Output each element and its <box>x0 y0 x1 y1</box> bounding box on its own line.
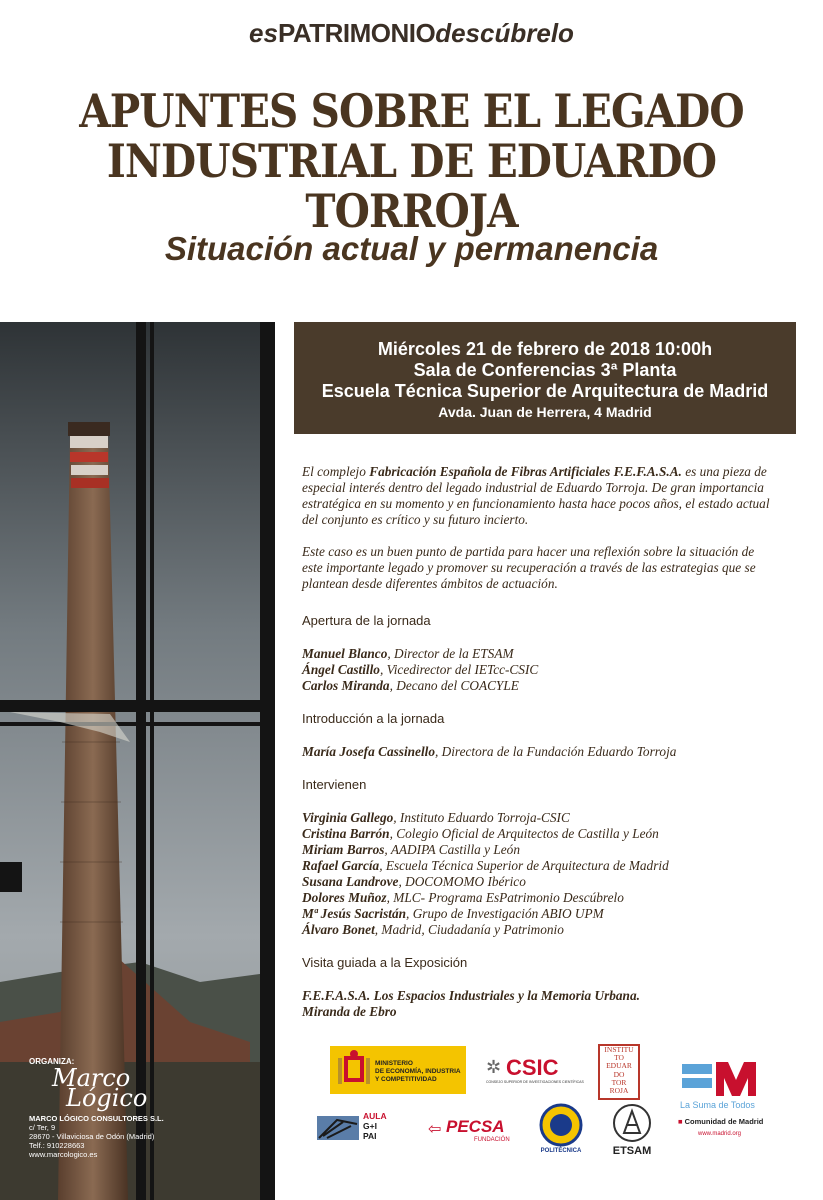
apertura-list <box>302 646 772 694</box>
brand-es: es <box>249 18 278 48</box>
torroja-line: ROJA <box>609 1086 629 1096</box>
speaker-name: Virginia Gallego <box>302 810 394 825</box>
csic-logo <box>486 1055 586 1085</box>
aula-gipai-logo <box>317 1110 395 1146</box>
torroja-line: DO <box>613 1069 625 1079</box>
speaker <box>302 890 772 906</box>
intervienen-heading: Intervienen <box>302 777 367 792</box>
intro-paragraph-2: Este caso es un buen punto de partida para hacer una reflexión sobre la situación de este importante legado y promover su recuperación a través de las estrategias que se plantean desde diferentes ámbitos de actuación. <box>302 544 756 591</box>
speaker-role: , Vicedirector del IETcc-CSIC <box>379 662 539 677</box>
etsam-seal-icon <box>602 1103 662 1145</box>
speaker-role: , Madrid, Ciudadanía y Patrimonio <box>374 922 564 937</box>
ministerio-line: MINISTERIO <box>375 1060 413 1067</box>
speaker-role: , Grupo de Investigación ABIO UPM <box>406 906 604 921</box>
torroja-line: TOR <box>611 1077 627 1087</box>
organizer-label: ORGANIZA: <box>29 1057 75 1066</box>
speaker-name: María Josefa Cassinello <box>302 744 435 759</box>
politecnica-text: POLITÉCNICA <box>538 1148 584 1154</box>
marco-logico-logo <box>52 1064 148 1112</box>
aula-line: PAI <box>363 1131 377 1141</box>
speaker <box>302 922 772 938</box>
speaker-name: Álvaro Bonet <box>302 922 375 937</box>
pecsa-text: PECSA <box>446 1117 505 1136</box>
speaker-name: Rafael García <box>302 858 380 873</box>
aula-line: G+I <box>363 1121 377 1131</box>
exposicion-title: F.E.F.A.S.A. Los Espacios Industriales y la Memoria Urbana. <box>302 988 640 1003</box>
speaker <box>302 874 772 890</box>
organizer-contact <box>29 1114 164 1159</box>
politecnica-logo <box>538 1103 584 1159</box>
intro-text: El complejo <box>302 464 370 479</box>
organizer-web[interactable]: www.marcologico.es <box>29 1150 98 1159</box>
event-info-box <box>294 322 796 434</box>
fefasa-name: Fabricación Española de Fibras Artificiales F.E.F.A.S.A. <box>369 464 682 479</box>
organizer-company: MARCO LÓGICO CONSULTORES S.L. <box>29 1114 164 1123</box>
organizer-city: 28670 - Villaviciosa de Odón (Madrid) <box>29 1132 155 1141</box>
speaker-role: , Director de la ETSAM <box>387 646 514 661</box>
speaker-role: , Colegio Oficial de Arquitectos de Castilla y León <box>389 826 659 841</box>
event-date: Miércoles 21 de febrero de 2018 10:00h <box>377 339 713 359</box>
etsam-logo <box>602 1103 662 1159</box>
madrid-web[interactable]: www.madrid.org <box>698 1131 742 1137</box>
logo-line-1: Marco <box>52 1064 131 1092</box>
speaker <box>302 842 772 858</box>
madrid-name: Comunidad de Madrid <box>684 1117 764 1126</box>
speaker-role: , DOCOMOMO Ibérico <box>398 874 526 889</box>
torroja-line: INSTITU <box>604 1045 634 1054</box>
speaker-name: Cristina Barrón <box>302 826 390 841</box>
event-subtitle: Situación actual y permanencia <box>164 230 659 267</box>
speaker-name: Susana Landrove <box>302 874 399 889</box>
csic-subtitle: CONSEJO SUPERIOR DE INVESTIGACIONES CIENTÍFICAS <box>486 1080 584 1084</box>
event-school: Escuela Técnica Superior de Arquitectura de Madrid <box>321 381 769 401</box>
speaker <box>302 858 772 874</box>
speaker <box>302 744 772 760</box>
madrid-name-row <box>678 1117 763 1126</box>
ministerio-logo <box>330 1046 466 1094</box>
speaker <box>302 646 772 662</box>
spain-coat-of-arms-icon <box>334 1048 374 1092</box>
speaker-role: , Escuela Técnica Superior de Arquitectura de Madrid <box>379 858 669 873</box>
speaker-name: Mª Jesús Sacristán <box>302 906 407 921</box>
intro-text-rest: es una pieza de especial interés dentro del legado industrial de Eduardo Torroja. De gran importancia estratégica en su momento y en funcionamiento hasta hace pocos años, el estado actual del conjunto es crítico y su futuro incierto. <box>302 464 770 527</box>
title-line-2: INDUSTRIAL DE EDUARDO TORROJA <box>106 134 717 238</box>
speaker-name: Dolores Muñoz <box>302 890 387 905</box>
comunidad-madrid-logo <box>678 1060 788 1140</box>
ministerio-line: Y COMPETITIVIDAD <box>375 1076 437 1083</box>
speaker <box>302 906 772 922</box>
etsam-text: ETSAM <box>612 1145 652 1157</box>
organizer-phone: Telf.: 910228663 <box>29 1141 85 1150</box>
upm-seal-icon <box>538 1103 584 1147</box>
speaker <box>302 662 772 678</box>
ministerio-line: DE ECONOMÍA, INDUSTRIA <box>375 1068 461 1075</box>
madrid-stars-icon: ■ <box>678 1117 683 1126</box>
structure-icon <box>317 1110 359 1144</box>
event-room: Sala de Conferencias 3ª Planta <box>413 360 677 380</box>
event-title <box>49 86 773 236</box>
speaker-name: Manuel Blanco <box>302 646 388 661</box>
madrid-tagline: La Suma de Todos <box>680 1100 755 1110</box>
torroja-logo <box>598 1044 640 1100</box>
brand-descubrelo: descúbrelo <box>435 18 574 48</box>
speaker-name: Carlos Miranda <box>302 678 390 693</box>
speaker-role: , Directora de la Fundación Eduardo Torroja <box>434 744 677 759</box>
speaker <box>302 826 772 842</box>
visita-heading: Visita guiada a la Exposición <box>302 955 468 970</box>
arrow-icon: ⇦ <box>428 1121 442 1138</box>
aula-line: AULA <box>363 1111 387 1121</box>
logo-line-2: Lógico <box>66 1084 148 1112</box>
pecsa-logo <box>428 1117 520 1147</box>
program-content <box>302 464 772 1020</box>
speaker-name: Miriam Barros <box>302 842 385 857</box>
csic-text: CSIC <box>506 1055 559 1080</box>
event-address: Avda. Juan de Herrera, 4 Madrid <box>438 404 652 420</box>
pecsa-subtitle: FUNDACIÓN <box>474 1137 510 1143</box>
apertura-heading: Apertura de la jornada <box>302 613 431 628</box>
torroja-line: EDUAR <box>606 1061 632 1071</box>
introduccion-heading: Introducción a la jornada <box>302 711 445 726</box>
speaker-role: , AADIPA Castilla y León <box>384 842 520 857</box>
series-brand <box>0 18 823 49</box>
exposicion-place: Miranda de Ebro <box>302 1004 397 1019</box>
title-line-1: APUNTES SOBRE EL LEGADO <box>79 84 744 138</box>
brand-patrimonio: PATRIMONIO <box>277 18 436 48</box>
madrid-m-icon <box>680 1060 760 1100</box>
intro-paragraph-1 <box>302 464 772 528</box>
organizer-street: c/ Ter, 9 <box>29 1123 56 1132</box>
speaker-role: , Instituto Eduardo Torroja-CSIC <box>393 810 570 825</box>
csic-mark-icon: ✲ <box>486 1057 502 1077</box>
speaker <box>302 678 772 694</box>
speaker-role: , MLC- Programa EsPatrimonio Descúbrelo <box>386 890 624 905</box>
speaker <box>302 810 772 826</box>
speaker-name: Ángel Castillo <box>302 662 380 677</box>
torroja-line: TO <box>614 1053 624 1063</box>
speaker-role: , Decano del COACYLE <box>389 678 519 693</box>
intervienen-list <box>302 810 772 938</box>
